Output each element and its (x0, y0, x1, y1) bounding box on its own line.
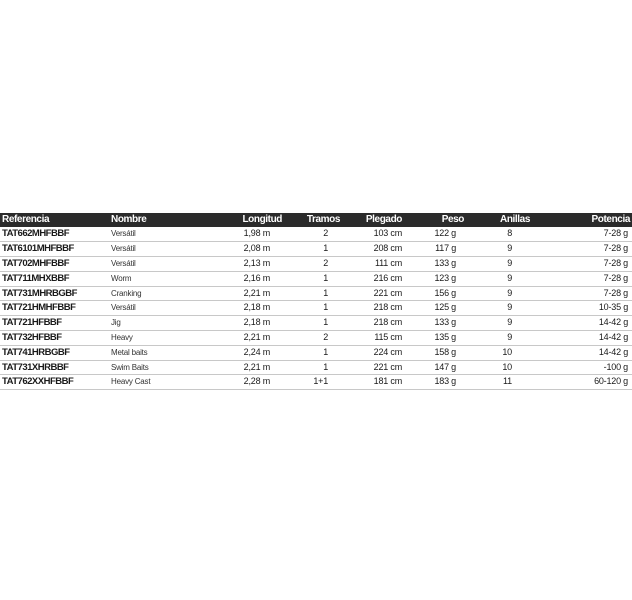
table-row (0, 301, 632, 316)
tramos-cell: 1 (323, 287, 328, 298)
potencia-cell: 14-42 g (598, 317, 628, 328)
header-nombre: Nombre (111, 214, 147, 225)
referencia-cell: TAT711MHXBBF (2, 272, 70, 284)
anillas-cell: 9 (507, 317, 512, 328)
referencia-cell: TAT721HFBBF (2, 317, 62, 329)
referencia-cell: TAT662MHFBBF (2, 228, 70, 240)
peso-cell: 135 g (434, 332, 456, 343)
peso-cell: 123 g (434, 272, 456, 283)
longitud-cell: 2,18 m (243, 302, 270, 313)
anillas-cell: 10 (502, 361, 512, 372)
peso-cell: 125 g (434, 302, 456, 313)
plegado-cell: 111 cm (375, 258, 402, 269)
table-row (0, 360, 632, 375)
header-longitud: Longitud (242, 214, 282, 225)
nombre-cell: Heavy (111, 333, 133, 343)
plegado-cell: 208 cm (373, 243, 402, 254)
referencia-cell: TAT6101MHFBBF (2, 243, 74, 255)
header-plegado: Plegado (365, 214, 402, 225)
header-row (0, 213, 632, 227)
tramos-cell: 1 (323, 272, 328, 283)
anillas-cell: 11 (503, 376, 512, 387)
potencia-cell: 14-42 g (598, 346, 628, 357)
referencia-cell: TAT721HMHFBBF (2, 302, 76, 314)
potencia-cell: -100 g (603, 361, 628, 372)
plegado-cell: 216 cm (373, 272, 402, 283)
table-row (0, 375, 632, 390)
referencia-cell: TAT741HRBGBF (2, 346, 70, 358)
tramos-cell: 1 (323, 317, 328, 328)
table-row (0, 271, 632, 286)
anillas-cell: 9 (507, 332, 512, 343)
anillas-cell: 10 (502, 346, 512, 357)
peso-cell: 147 g (434, 361, 456, 372)
nombre-cell: Versátil (111, 244, 136, 254)
referencia-cell: TAT732HFBBF (2, 332, 62, 344)
nombre-cell: Metal baits (111, 347, 148, 357)
peso-cell: 158 g (434, 346, 456, 357)
anillas-cell: 9 (507, 272, 512, 283)
nombre-cell: Heavy Cast (111, 377, 151, 387)
plegado-cell: 218 cm (373, 302, 402, 313)
table-body (0, 227, 632, 390)
tramos-cell: 2 (323, 228, 328, 239)
longitud-cell: 2,18 m (243, 317, 270, 328)
nombre-cell: Cranking (111, 288, 142, 298)
plegado-cell: 221 cm (373, 287, 402, 298)
table-row (0, 316, 632, 331)
referencia-cell: TAT731XHRBBF (2, 361, 69, 373)
potencia-cell: 7-28 g (603, 228, 628, 239)
nombre-cell: Jig (111, 318, 121, 328)
plegado-cell: 103 cm (373, 228, 402, 239)
potencia-cell: 60-120 g (594, 376, 628, 387)
potencia-cell: 7-28 g (603, 272, 628, 283)
potencia-cell: 10-35 g (598, 302, 628, 313)
referencia-cell: TAT762XXHFBBF (2, 376, 74, 388)
table-row (0, 227, 632, 242)
anillas-cell: 8 (507, 228, 512, 239)
nombre-cell: Versátil (111, 259, 136, 269)
tramos-cell: 2 (323, 332, 328, 343)
plegado-cell: 221 cm (373, 361, 402, 372)
tramos-cell: 1+1 (313, 376, 328, 387)
header-referencia: Referencia (2, 214, 50, 225)
anillas-cell: 9 (507, 258, 512, 269)
longitud-cell: 2,21 m (243, 361, 270, 372)
rod-spec-table (0, 213, 632, 390)
plegado-cell: 181 cm (373, 376, 402, 387)
longitud-cell: 2,13 m (243, 258, 270, 269)
plegado-cell: 115 cm (374, 332, 402, 343)
longitud-cell: 2,21 m (243, 332, 270, 343)
longitud-cell: 1,98 m (243, 228, 270, 239)
table-row (0, 331, 632, 346)
referencia-cell: TAT731MHRBGBF (2, 287, 77, 299)
header-anillas: Anillas (500, 214, 530, 225)
tramos-cell: 1 (323, 302, 328, 313)
nombre-cell: Versátil (111, 229, 136, 239)
plegado-cell: 218 cm (373, 317, 402, 328)
tramos-cell: 1 (323, 243, 328, 254)
longitud-cell: 2,28 m (243, 376, 270, 387)
anillas-cell: 9 (507, 302, 512, 313)
peso-cell: 156 g (434, 287, 456, 298)
referencia-cell: TAT702MHFBBF (2, 258, 70, 270)
table-header (0, 213, 632, 227)
potencia-cell: 7-28 g (603, 258, 628, 269)
table-row (0, 242, 632, 257)
potencia-cell: 7-28 g (603, 243, 628, 254)
header-potencia: Potencia (591, 214, 630, 225)
potencia-cell: 7-28 g (603, 287, 628, 298)
table-row (0, 286, 632, 301)
nombre-cell: Versátil (111, 303, 136, 313)
header-peso: Peso (441, 214, 464, 225)
anillas-cell: 9 (507, 243, 512, 254)
peso-cell: 122 g (434, 228, 456, 239)
tramos-cell: 1 (323, 346, 328, 357)
tramos-cell: 1 (323, 361, 328, 372)
nombre-cell: Worm (111, 273, 132, 283)
potencia-cell: 14-42 g (598, 332, 628, 343)
peso-cell: 183 g (434, 376, 456, 387)
table-row (0, 345, 632, 360)
anillas-cell: 9 (507, 287, 512, 298)
peso-cell: 117 g (435, 243, 456, 254)
plegado-cell: 224 cm (373, 346, 402, 357)
longitud-cell: 2,16 m (243, 272, 270, 283)
table-row (0, 257, 632, 272)
peso-cell: 133 g (434, 258, 456, 269)
longitud-cell: 2,24 m (243, 346, 270, 357)
longitud-cell: 2,08 m (243, 243, 270, 254)
nombre-cell: Swim Baits (111, 362, 149, 372)
tramos-cell: 2 (323, 258, 328, 269)
longitud-cell: 2,21 m (243, 287, 270, 298)
header-tramos: Tramos (306, 214, 340, 225)
peso-cell: 133 g (434, 317, 456, 328)
